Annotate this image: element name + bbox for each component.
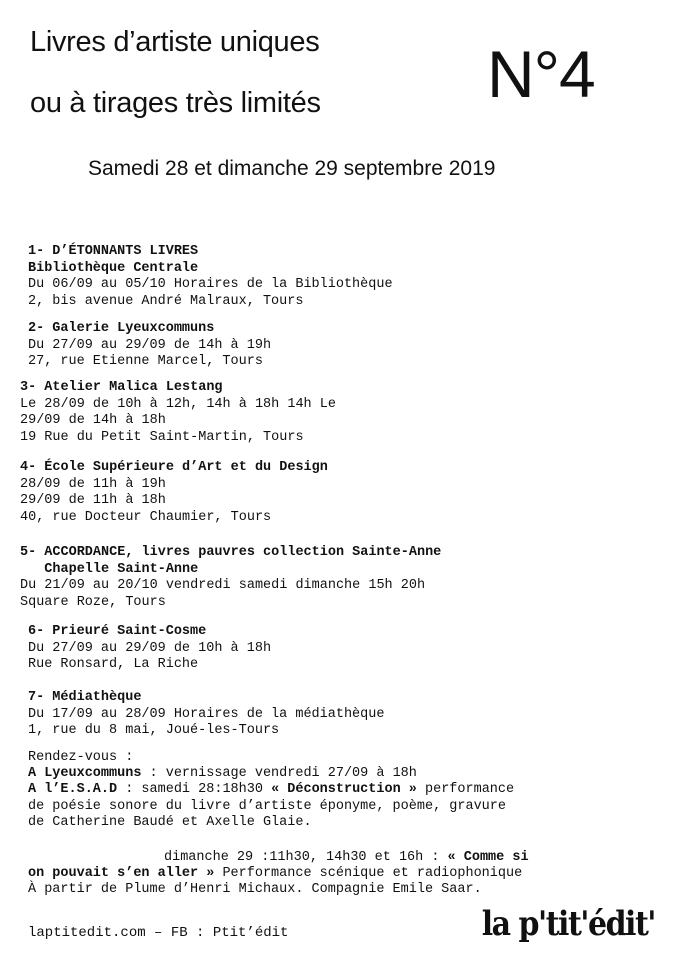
rendezvous-esad: [28, 782, 514, 799]
venue-detail: 28/09 de 11h à 19h: [20, 476, 166, 492]
venue-detail: 29/09 de 14h à 18h: [20, 413, 166, 428]
rendezvous-esad-line3: de Catherine Baudé et Axelle Glaie.: [28, 815, 312, 830]
rendezvous-esad-text: : samedi 28:18h30: [117, 782, 272, 797]
rendezvous-lyeux: [28, 766, 417, 783]
venue-block: [0, 545, 441, 611]
rendezvous-sunday-text: dimanche 29 :11h30, 14h30 et 16h :: [164, 850, 448, 865]
venue-block: [0, 690, 384, 740]
venue-subtitle: Bibliothèque Centrale: [28, 260, 199, 276]
publisher-logo: la p'tit'édit': [481, 904, 655, 945]
venue-block: [0, 460, 328, 526]
venue-detail: Du 27/09 au 29/09 de 14h à 19h: [28, 337, 272, 353]
venue-detail: Square Roze, Tours: [20, 594, 166, 610]
rendezvous-sunday-line2: [28, 866, 522, 883]
rendezvous-sunday-rest: Performance scénique et radiophonique: [214, 866, 523, 881]
venue-block: [0, 321, 271, 371]
venue-subtitle: Chapelle Saint-Anne: [20, 561, 199, 577]
rendezvous-sunday-title2: on pouvait s’en aller »: [28, 866, 215, 881]
venue-detail: 40, rue Docteur Chaumier, Tours: [20, 509, 272, 525]
rendezvous-lyeux-label: A Lyeuxcommuns: [28, 766, 142, 781]
venue-detail: Rue Ronsard, La Riche: [28, 657, 199, 672]
rendezvous-esad-title: « Déconstruction »: [271, 782, 417, 797]
venue-block: [0, 244, 393, 310]
venue-title: 4- École Supérieure d’Art et du Design: [20, 460, 328, 475]
rendezvous-lyeux-text: : vernissage vendredi 27/09 à 18h: [141, 766, 417, 781]
venue-detail: 29/09 de 11h à 18h: [20, 493, 166, 508]
venue-detail: 27, rue Etienne Marcel, Tours: [28, 354, 263, 369]
rendezvous-esad-label: A l’E.S.A.D: [28, 782, 118, 797]
venue-detail: Du 21/09 au 20/10 vendredi samedi dimanche 15h 20h: [20, 578, 426, 593]
rendezvous-esad-rest: performance: [416, 782, 515, 797]
rendezvous-esad-line2: de poésie sonore du livre d’artiste éponyme, poème, gravure: [28, 799, 506, 814]
venue-block: [0, 624, 271, 674]
venue-title: 7- Médiathèque: [28, 690, 142, 705]
title-line-1: Livres d’artiste uniques: [30, 26, 320, 58]
venue-detail: 19 Rue du Petit Saint-Martin, Tours: [20, 429, 304, 445]
footer-links: laptitedit.com – FB : Ptit’édit: [28, 925, 289, 941]
venue-detail: 1, rue du 8 mai, Joué-les-Tours: [28, 723, 280, 738]
venue-title: 1- D’ÉTONNANTS LIVRES: [28, 244, 199, 259]
venue-detail: Du 06/09 au 05/10 Horaires de la Bibliothèque: [28, 277, 393, 292]
rendezvous-heading: Rendez-vous :: [28, 750, 134, 765]
venue-title: 6- Prieuré Saint-Cosme: [28, 624, 207, 639]
issue-number: N°4: [487, 37, 595, 111]
venue-title: 5- ACCORDANCE, livres pauvres collection Sainte-Anne: [20, 545, 442, 560]
rendezvous-sunday: [164, 850, 529, 867]
venue-block: [0, 380, 336, 446]
venue-detail: 2, bis avenue André Malraux, Tours: [28, 293, 304, 309]
venue-detail: Du 17/09 au 28/09 Horaires de la médiathèque: [28, 706, 385, 722]
rendezvous-sunday-line3: À partir de Plume d’Henri Michaux. Compagnie Emile Saar.: [28, 882, 482, 897]
venue-detail: Du 27/09 au 29/09 de 10h à 18h: [28, 640, 272, 656]
venue-title: 2- Galerie Lyeuxcommuns: [28, 321, 215, 336]
venue-detail: Le 28/09 de 10h à 12h, 14h à 18h 14h Le: [20, 396, 336, 412]
event-dates: Samedi 28 et dimanche 29 septembre 2019: [88, 157, 496, 180]
rendezvous-sunday-title1: « Comme si: [447, 850, 529, 865]
title-line-2: ou à tirages très limités: [30, 87, 321, 119]
venue-title: 3- Atelier Malica Lestang: [20, 380, 223, 395]
